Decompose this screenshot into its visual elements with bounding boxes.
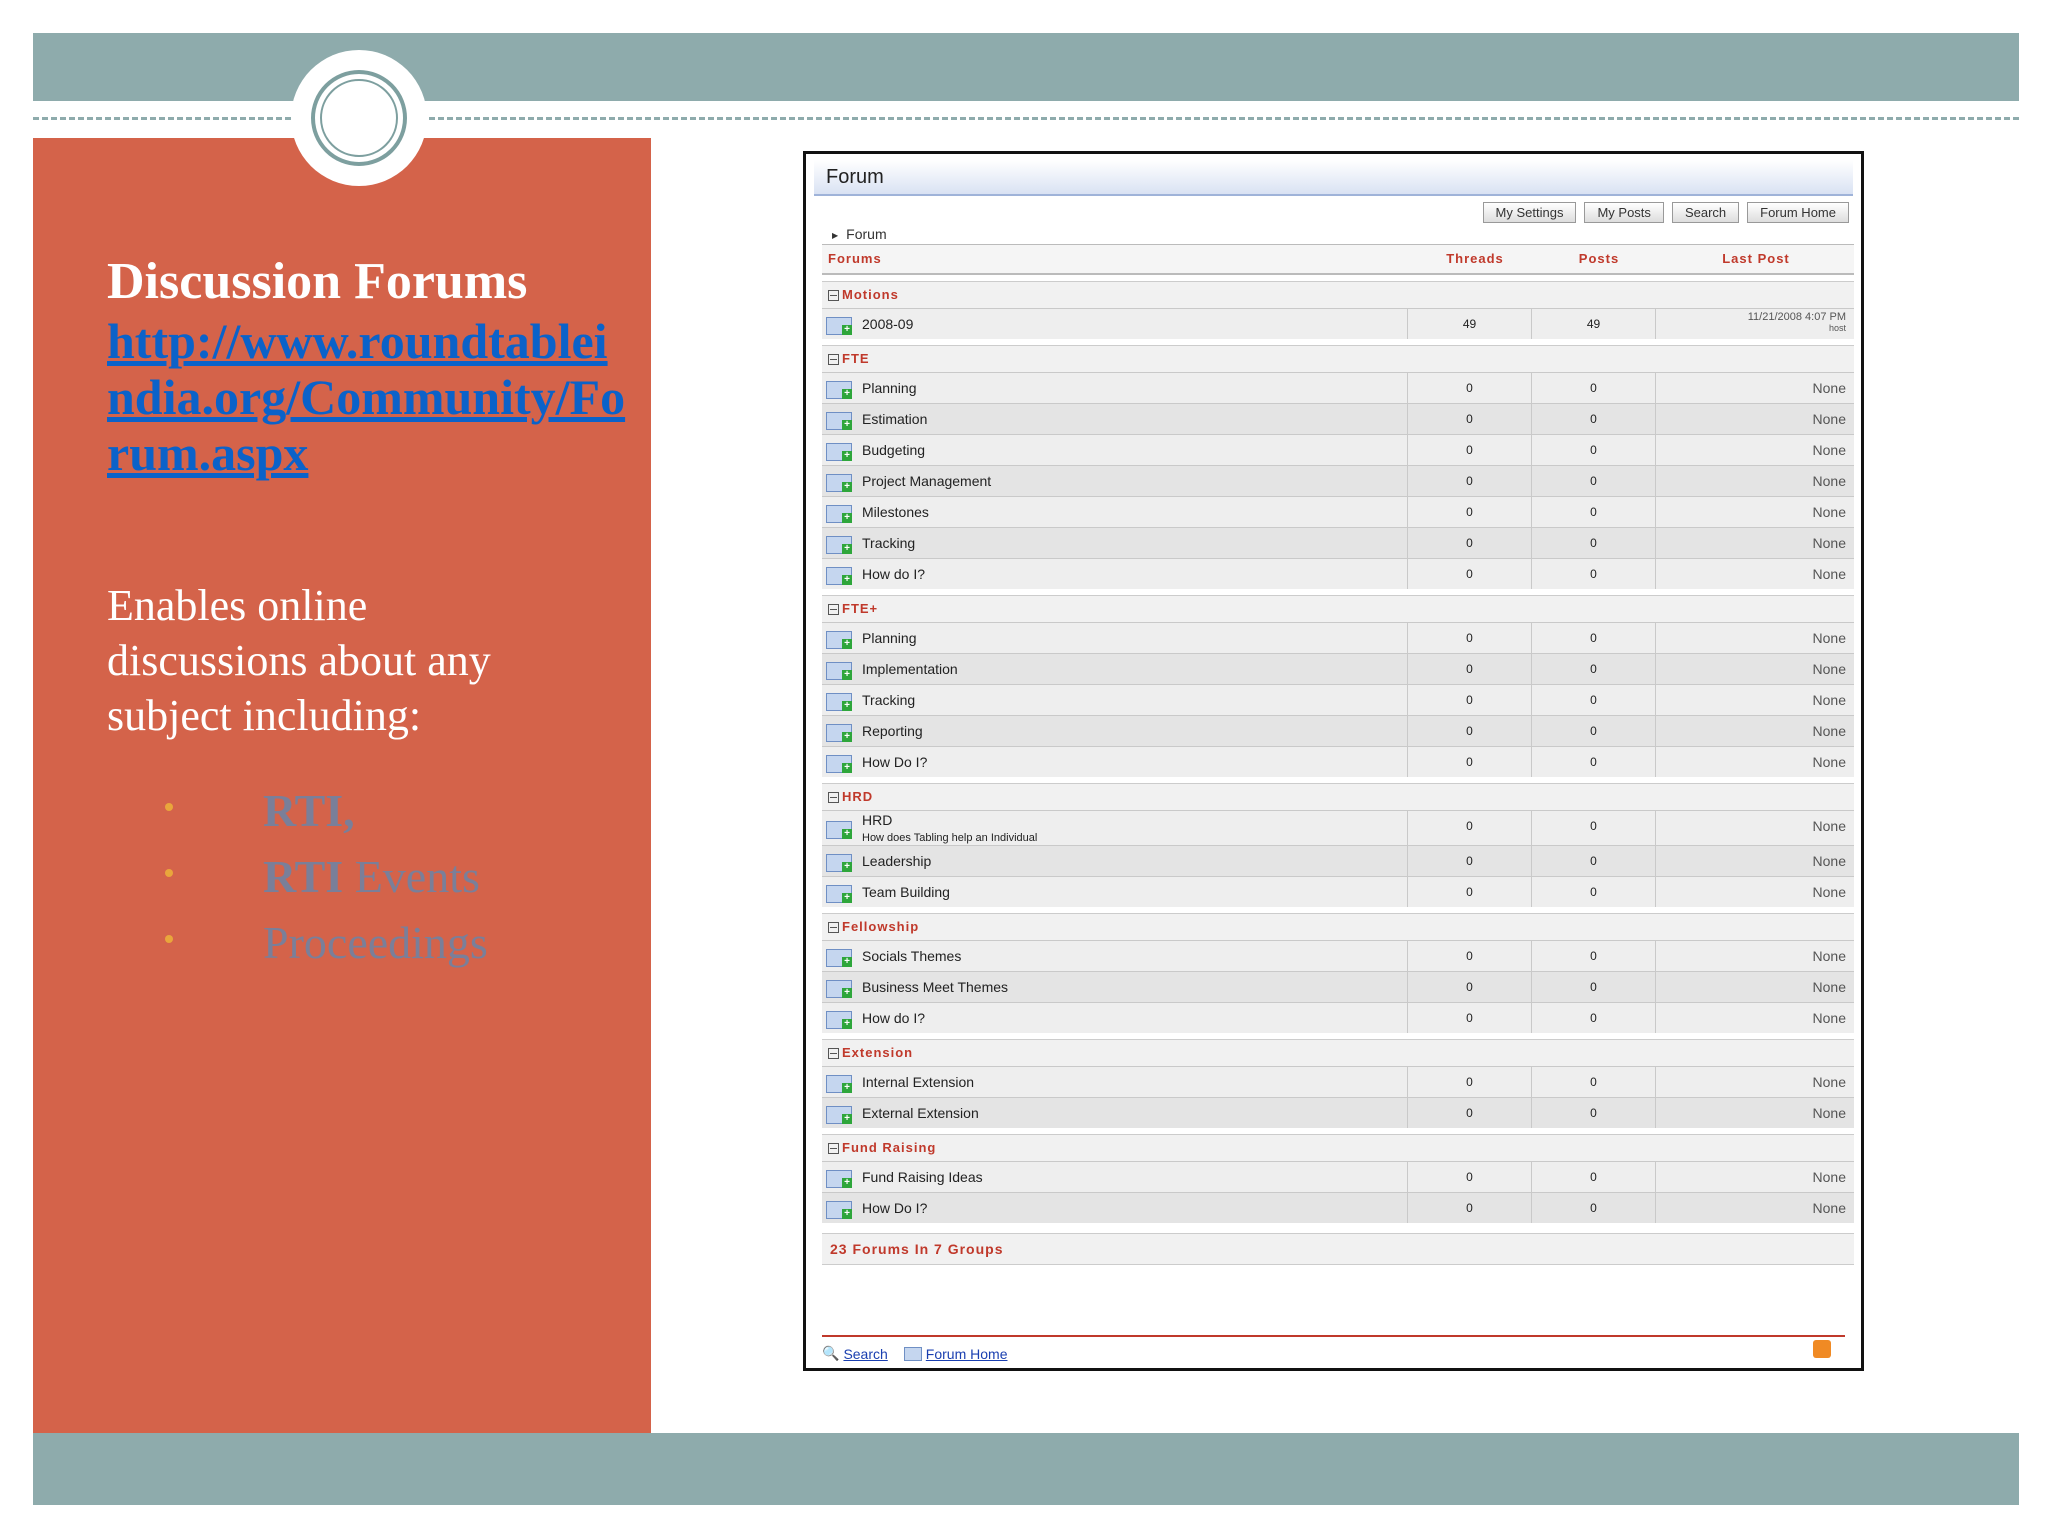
last-post-text: None bbox=[1812, 566, 1846, 582]
forum-name[interactable]: How do I? bbox=[862, 1010, 926, 1026]
threads-cell: 0 bbox=[1408, 435, 1532, 465]
forum-name-cell bbox=[822, 811, 1408, 845]
last-post-cell bbox=[1656, 528, 1848, 558]
threads-cell: 0 bbox=[1408, 497, 1532, 527]
last-post-cell bbox=[1656, 685, 1848, 715]
threads-cell: 0 bbox=[1408, 846, 1532, 876]
table-row[interactable] bbox=[822, 527, 1854, 558]
group-name: Fellowship bbox=[842, 919, 920, 934]
table-row[interactable] bbox=[822, 746, 1854, 777]
collapse-icon[interactable] bbox=[828, 1048, 839, 1059]
last-post-cell bbox=[1656, 747, 1848, 777]
threads-cell: 0 bbox=[1408, 654, 1532, 684]
bullet-item: RTI, bbox=[165, 778, 488, 844]
threads-cell: 0 bbox=[1408, 623, 1532, 653]
table-row[interactable] bbox=[822, 622, 1854, 653]
forum-name[interactable]: How do I? bbox=[862, 566, 926, 582]
forum-name-cell bbox=[822, 404, 1408, 434]
forum-folder-icon: + bbox=[826, 690, 852, 710]
forum-folder-icon: + bbox=[826, 502, 852, 522]
threads-cell: 0 bbox=[1408, 716, 1532, 746]
forum-table bbox=[822, 244, 1854, 1265]
table-row[interactable] bbox=[822, 810, 1854, 845]
forum-name[interactable]: Tracking bbox=[862, 692, 916, 708]
table-row[interactable] bbox=[822, 496, 1854, 527]
forum-folder-icon: + bbox=[826, 314, 852, 334]
last-post-text: None bbox=[1812, 504, 1846, 520]
forum-folder-icon: + bbox=[826, 1103, 852, 1123]
forum-name[interactable]: Budgeting bbox=[862, 442, 926, 458]
forum-folder-icon: + bbox=[826, 533, 852, 553]
breadcrumb-forum[interactable]: Forum bbox=[846, 226, 887, 242]
forum-name-cell bbox=[822, 685, 1408, 715]
forum-name[interactable]: Planning bbox=[862, 630, 917, 646]
forum-folder-icon: + bbox=[826, 440, 852, 460]
forum-folder-icon: + bbox=[826, 471, 852, 491]
forum-name-cell bbox=[822, 654, 1408, 684]
forum-name-cell bbox=[822, 941, 1408, 971]
forum-toolbar bbox=[1483, 202, 1849, 223]
group-name: FTE+ bbox=[842, 601, 879, 616]
col-threads: Threads bbox=[1446, 251, 1504, 266]
forum-name-cell bbox=[822, 497, 1408, 527]
forum-name[interactable]: Tracking bbox=[862, 535, 916, 551]
forum-folder-icon: + bbox=[826, 721, 852, 741]
table-row[interactable] bbox=[822, 1161, 1854, 1192]
group-name: Fund Raising bbox=[842, 1140, 937, 1155]
last-post-text: None bbox=[1812, 948, 1846, 964]
last-post-cell bbox=[1656, 941, 1848, 971]
table-row[interactable] bbox=[822, 558, 1854, 589]
forum-name[interactable]: Reporting bbox=[862, 723, 923, 739]
posts-cell: 0 bbox=[1532, 685, 1656, 715]
forum-name-cell bbox=[822, 1067, 1408, 1097]
posts-cell: 0 bbox=[1532, 623, 1656, 653]
forum-screenshot bbox=[803, 151, 1864, 1371]
table-row[interactable] bbox=[822, 1066, 1854, 1097]
bottom-band bbox=[33, 1433, 2019, 1505]
threads-cell: 0 bbox=[1408, 685, 1532, 715]
threads-cell: 0 bbox=[1408, 941, 1532, 971]
forum-name[interactable]: Implementation bbox=[862, 661, 958, 677]
last-post-cell bbox=[1656, 972, 1848, 1002]
threads-cell: 0 bbox=[1408, 373, 1532, 403]
group-rows bbox=[822, 622, 1854, 777]
group-rows bbox=[822, 308, 1854, 339]
forum-name-cell bbox=[822, 1193, 1408, 1223]
forum-folder-icon: + bbox=[826, 628, 852, 648]
forum-name[interactable]: How Do I? bbox=[862, 1200, 928, 1216]
last-post-text: None bbox=[1812, 818, 1846, 834]
threads-cell: 0 bbox=[1408, 559, 1532, 589]
table-row[interactable] bbox=[822, 403, 1854, 434]
forum-home-icon bbox=[904, 1347, 922, 1361]
bullet-dot-icon bbox=[165, 869, 173, 877]
title-text: Discussion Forums bbox=[107, 253, 528, 310]
forum-summary: 23 Forums In 7 Groups bbox=[822, 1233, 1854, 1265]
forum-folder-icon: + bbox=[826, 752, 852, 772]
last-post-text: None bbox=[1812, 661, 1846, 677]
table-row[interactable] bbox=[822, 308, 1854, 339]
posts-cell: 0 bbox=[1532, 654, 1656, 684]
last-post-text: None bbox=[1812, 473, 1846, 489]
threads-cell: 0 bbox=[1408, 466, 1532, 496]
last-post-cell bbox=[1656, 1003, 1848, 1033]
posts-cell: 0 bbox=[1532, 466, 1656, 496]
posts-cell: 0 bbox=[1532, 972, 1656, 1002]
posts-cell: 0 bbox=[1532, 1067, 1656, 1097]
collapse-icon[interactable] bbox=[828, 290, 839, 301]
chevron-right-icon: ▶ bbox=[832, 230, 839, 240]
last-post-cell bbox=[1656, 404, 1848, 434]
last-post-cell bbox=[1656, 309, 1848, 339]
posts-cell: 0 bbox=[1532, 528, 1656, 558]
forum-name[interactable]: Business Meet Themes bbox=[862, 979, 1009, 995]
posts-cell: 0 bbox=[1532, 941, 1656, 971]
last-post-text: None bbox=[1812, 1074, 1846, 1090]
last-post-text: None bbox=[1812, 535, 1846, 551]
last-post-cell bbox=[1656, 811, 1848, 845]
table-row[interactable] bbox=[822, 684, 1854, 715]
last-post-cell bbox=[1656, 846, 1848, 876]
forum-folder-icon: + bbox=[826, 1008, 852, 1028]
forum-footer-links bbox=[822, 1335, 1845, 1362]
forum-group-header[interactable] bbox=[822, 1039, 1854, 1066]
last-post-cell bbox=[1656, 466, 1848, 496]
posts-cell: 0 bbox=[1532, 404, 1656, 434]
forum-folder-icon: + bbox=[826, 1198, 852, 1218]
last-post-text: None bbox=[1812, 1200, 1846, 1216]
last-post-text: None bbox=[1812, 723, 1846, 739]
threads-cell: 0 bbox=[1408, 1193, 1532, 1223]
last-post-text: None bbox=[1812, 1169, 1846, 1185]
posts-cell: 0 bbox=[1532, 811, 1656, 845]
threads-cell: 49 bbox=[1408, 309, 1532, 339]
last-post-cell bbox=[1656, 877, 1848, 907]
threads-cell: 0 bbox=[1408, 747, 1532, 777]
threads-cell: 0 bbox=[1408, 877, 1532, 907]
posts-cell: 0 bbox=[1532, 1098, 1656, 1128]
last-post-text: None bbox=[1812, 411, 1846, 427]
slide bbox=[33, 33, 2019, 1505]
forum-name-cell bbox=[822, 559, 1408, 589]
forum-name[interactable]: Socials Themes bbox=[862, 948, 962, 964]
posts-cell: 0 bbox=[1532, 716, 1656, 746]
decorative-circle bbox=[291, 50, 427, 186]
forum-folder-icon: + bbox=[826, 659, 852, 679]
table-row[interactable] bbox=[822, 845, 1854, 876]
forum-folder-icon: + bbox=[826, 851, 852, 871]
forum-name[interactable]: Project Management bbox=[862, 473, 992, 489]
group-name: FTE bbox=[842, 351, 870, 366]
my-settings-button[interactable]: My Settings bbox=[1483, 202, 1577, 223]
forum-folder-icon: + bbox=[826, 378, 852, 398]
forum-name[interactable]: External Extension bbox=[862, 1105, 979, 1121]
group-rows bbox=[822, 810, 1854, 907]
collapse-icon[interactable] bbox=[828, 604, 839, 615]
last-post-text: None bbox=[1812, 1010, 1846, 1026]
forum-folder-icon: + bbox=[826, 1072, 852, 1092]
table-row[interactable] bbox=[822, 465, 1854, 496]
posts-cell: 0 bbox=[1532, 877, 1656, 907]
last-post-cell bbox=[1656, 435, 1848, 465]
forum-home-button[interactable]: Forum Home bbox=[1747, 202, 1849, 223]
last-post-cell bbox=[1656, 373, 1848, 403]
posts-cell: 0 bbox=[1532, 747, 1656, 777]
forum-name[interactable]: Internal Extension bbox=[862, 1074, 975, 1090]
group-rows bbox=[822, 1066, 1854, 1128]
table-row[interactable] bbox=[822, 940, 1854, 971]
forum-name[interactable]: 2008-09 bbox=[862, 316, 914, 332]
forum-name[interactable]: Planning bbox=[862, 380, 917, 396]
bullet-list bbox=[165, 778, 488, 976]
forum-name-cell bbox=[822, 846, 1408, 876]
forum-name-cell bbox=[822, 877, 1408, 907]
table-row[interactable] bbox=[822, 876, 1854, 907]
forum-name-cell bbox=[822, 435, 1408, 465]
forum-group-header[interactable] bbox=[822, 281, 1854, 308]
group-name: Extension bbox=[842, 1045, 914, 1060]
forum-header: Forum bbox=[814, 160, 1853, 196]
posts-cell: 0 bbox=[1532, 497, 1656, 527]
posts-cell: 0 bbox=[1532, 1003, 1656, 1033]
table-row[interactable] bbox=[822, 653, 1854, 684]
table-row[interactable] bbox=[822, 971, 1854, 1002]
col-forums: Forums bbox=[828, 251, 882, 266]
forum-name-cell bbox=[822, 1003, 1408, 1033]
last-post-cell bbox=[1656, 1162, 1848, 1192]
last-post-cell bbox=[1656, 654, 1848, 684]
forum-group-header[interactable] bbox=[822, 783, 1854, 810]
threads-cell: 0 bbox=[1408, 1067, 1532, 1097]
posts-cell: 0 bbox=[1532, 373, 1656, 403]
footer-search-link[interactable]: Search bbox=[843, 1345, 888, 1362]
last-post-cell bbox=[1656, 1067, 1848, 1097]
threads-cell: 0 bbox=[1408, 1162, 1532, 1192]
forum-folder-icon: + bbox=[826, 882, 852, 902]
threads-cell: 0 bbox=[1408, 528, 1532, 558]
forum-name-cell bbox=[822, 716, 1408, 746]
forum-name-cell bbox=[822, 466, 1408, 496]
last-post-text: 11/21/2008 4:07 PM bbox=[1747, 311, 1846, 323]
forum-name-cell bbox=[822, 309, 1408, 339]
threads-cell: 0 bbox=[1408, 972, 1532, 1002]
forum-name[interactable]: Leadership bbox=[862, 853, 932, 869]
search-button[interactable]: Search bbox=[1672, 202, 1739, 223]
bullet-dot-icon bbox=[165, 935, 173, 943]
table-row[interactable] bbox=[822, 1192, 1854, 1223]
forum-name[interactable]: Team Building bbox=[862, 884, 950, 900]
last-post-text: None bbox=[1812, 380, 1846, 396]
forum-folder-icon: + bbox=[826, 1167, 852, 1187]
forum-group-header[interactable] bbox=[822, 913, 1854, 940]
table-row[interactable] bbox=[822, 372, 1854, 403]
table-row[interactable] bbox=[822, 1002, 1854, 1033]
forum-name-cell bbox=[822, 747, 1408, 777]
group-name: Motions bbox=[842, 287, 899, 302]
forum-folder-icon: + bbox=[826, 564, 852, 584]
forum-name[interactable]: Milestones bbox=[862, 504, 929, 520]
threads-cell: 0 bbox=[1408, 404, 1532, 434]
forum-folder-icon: + bbox=[826, 946, 852, 966]
collapse-icon[interactable] bbox=[828, 922, 839, 933]
forum-name-cell bbox=[822, 623, 1408, 653]
threads-cell: 0 bbox=[1408, 811, 1532, 845]
last-post-cell bbox=[1656, 1193, 1848, 1223]
table-row[interactable] bbox=[822, 434, 1854, 465]
slide-title bbox=[107, 251, 627, 481]
forum-description: How does Tabling help an Individual bbox=[862, 832, 1038, 844]
group-rows bbox=[822, 372, 1854, 589]
bullet-dot-icon bbox=[165, 803, 173, 811]
table-header bbox=[822, 244, 1854, 275]
table-row[interactable] bbox=[822, 715, 1854, 746]
last-post-cell bbox=[1656, 623, 1848, 653]
forum-folder-icon: + bbox=[826, 409, 852, 429]
last-post-cell bbox=[1656, 1098, 1848, 1128]
forum-group-header[interactable] bbox=[822, 1134, 1854, 1161]
last-post-text: None bbox=[1812, 979, 1846, 995]
last-post-text: None bbox=[1812, 1105, 1846, 1121]
col-posts: Posts bbox=[1578, 251, 1620, 266]
posts-cell: 0 bbox=[1532, 435, 1656, 465]
last-post-cell bbox=[1656, 716, 1848, 746]
forum-name-cell bbox=[822, 1098, 1408, 1128]
bullet-item: Proceedings bbox=[165, 910, 488, 976]
forum-name-cell bbox=[822, 528, 1408, 558]
forum-name[interactable]: HRD bbox=[862, 812, 893, 828]
last-post-text: None bbox=[1812, 754, 1846, 770]
footer-forum-home-link[interactable]: Forum Home bbox=[925, 1345, 1008, 1362]
search-icon: 🔍 bbox=[822, 1345, 840, 1361]
posts-cell: 0 bbox=[1532, 1162, 1656, 1192]
forum-name[interactable]: Fund Raising Ideas bbox=[862, 1169, 983, 1185]
bullet-item: RTI Events bbox=[165, 844, 488, 910]
last-post-text: None bbox=[1812, 442, 1846, 458]
forum-name-cell bbox=[822, 972, 1408, 1002]
forum-groups bbox=[822, 281, 1854, 1223]
forum-group-header[interactable] bbox=[822, 595, 1854, 622]
rss-icon[interactable] bbox=[1813, 1340, 1831, 1358]
forum-link[interactable]: http://www.roundtableindia.org/Community/Forum.aspx bbox=[107, 313, 626, 481]
last-post-text: None bbox=[1812, 630, 1846, 646]
last-post-author[interactable]: host bbox=[1828, 323, 1846, 333]
collapse-icon[interactable] bbox=[828, 1143, 839, 1154]
threads-cell: 0 bbox=[1408, 1003, 1532, 1033]
collapse-icon[interactable] bbox=[828, 354, 839, 365]
posts-cell: 0 bbox=[1532, 559, 1656, 589]
last-post-text: None bbox=[1812, 884, 1846, 900]
forum-name[interactable]: Estimation bbox=[862, 411, 928, 427]
last-post-cell bbox=[1656, 559, 1848, 589]
posts-cell: 0 bbox=[1532, 846, 1656, 876]
posts-cell: 0 bbox=[1532, 1193, 1656, 1223]
last-post-text: None bbox=[1812, 853, 1846, 869]
last-post-text: None bbox=[1812, 692, 1846, 708]
forum-name[interactable]: How Do I? bbox=[862, 754, 928, 770]
forum-name-cell bbox=[822, 1162, 1408, 1192]
group-rows bbox=[822, 940, 1854, 1033]
forum-group-header[interactable] bbox=[822, 345, 1854, 372]
breadcrumb bbox=[832, 226, 887, 242]
forum-folder-icon: + bbox=[826, 818, 852, 838]
posts-cell: 49 bbox=[1532, 309, 1656, 339]
group-rows bbox=[822, 1161, 1854, 1223]
table-row[interactable] bbox=[822, 1097, 1854, 1128]
group-name: HRD bbox=[842, 789, 874, 804]
collapse-icon[interactable] bbox=[828, 792, 839, 803]
my-posts-button[interactable]: My Posts bbox=[1584, 202, 1663, 223]
circle-ring-icon bbox=[311, 70, 407, 166]
slide-description: Enables online discussions about any subject including: bbox=[107, 581, 491, 740]
forum-name-cell bbox=[822, 373, 1408, 403]
last-post-cell bbox=[1656, 497, 1848, 527]
forum-folder-icon: + bbox=[826, 977, 852, 997]
threads-cell: 0 bbox=[1408, 1098, 1532, 1128]
col-last-post: Last Post bbox=[1722, 251, 1790, 266]
